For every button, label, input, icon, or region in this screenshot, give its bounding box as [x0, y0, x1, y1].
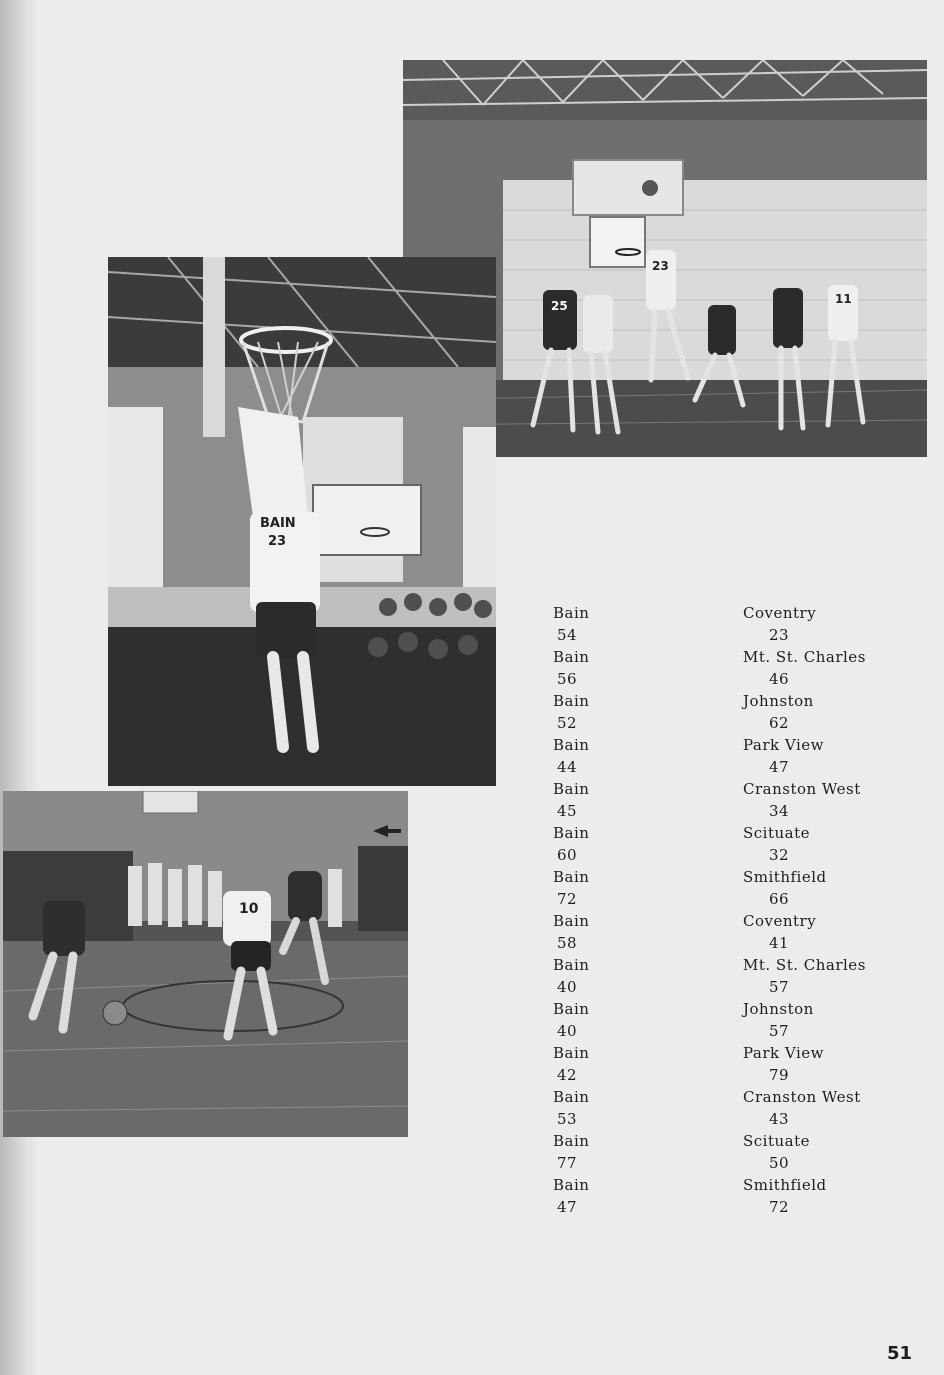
opponent-team: Park View [743, 1044, 824, 1062]
jersey-text: BAIN [260, 516, 296, 531]
opponent-team: Mt. St. Charles [743, 648, 866, 666]
photo-player-at-rim [108, 257, 496, 786]
opponent-score: 62 [769, 714, 790, 732]
home-score: 42 [557, 1066, 578, 1084]
home-team: Bain [553, 912, 590, 930]
game-result-row [520, 603, 920, 647]
game-result-row [520, 911, 920, 955]
opponent-score: 34 [769, 802, 790, 820]
opponent-team: Smithfield [743, 1176, 827, 1194]
opponent-team: Coventry [743, 912, 817, 930]
opponent-team: Scituate [743, 1132, 811, 1150]
home-team: Bain [553, 824, 590, 842]
home-team: Bain [553, 604, 590, 622]
opponent-score: 32 [769, 846, 790, 864]
home-score: 40 [557, 978, 578, 996]
home-team: Bain [553, 1176, 590, 1194]
home-score: 72 [557, 890, 578, 908]
home-score: 44 [557, 758, 578, 776]
photo-dribbling-play [3, 791, 408, 1137]
opponent-score: 66 [769, 890, 790, 908]
home-team: Bain [553, 692, 590, 710]
game-result-row [520, 735, 920, 779]
home-team: Bain [553, 868, 590, 886]
home-team: Bain [553, 1000, 590, 1018]
opponent-score: 57 [769, 978, 790, 996]
jersey-number-10: 10 [239, 901, 259, 917]
home-score: 47 [557, 1198, 578, 1216]
home-score: 40 [557, 1022, 578, 1040]
home-score: 52 [557, 714, 578, 732]
home-score: 58 [557, 934, 578, 952]
opponent-score: 23 [769, 626, 790, 644]
opponent-score: 50 [769, 1154, 790, 1172]
home-score: 45 [557, 802, 578, 820]
game-result-row [520, 1131, 920, 1175]
opponent-team: Johnston [743, 692, 814, 710]
opponent-score: 72 [769, 1198, 790, 1216]
page-number: 51 [886, 1343, 912, 1364]
opponent-score: 46 [769, 670, 790, 688]
jersey-number-23: 23 [652, 259, 669, 273]
game-result-row [520, 955, 920, 999]
game-result-row [520, 1043, 920, 1087]
game-result-row [520, 1087, 920, 1131]
game-result-row [520, 691, 920, 735]
home-team: Bain [553, 736, 590, 754]
game-result-row [520, 999, 920, 1043]
home-score: 56 [557, 670, 578, 688]
home-team: Bain [553, 1132, 590, 1150]
home-team: Bain [553, 780, 590, 798]
opponent-team: Scituate [743, 824, 811, 842]
jersey-number-11: 11 [835, 292, 852, 306]
opponent-team: Cranston West [743, 1088, 861, 1106]
jersey-number-23-rim: 23 [268, 534, 287, 549]
home-team: Bain [553, 1044, 590, 1062]
opponent-score: 79 [769, 1066, 790, 1084]
home-score: 54 [557, 626, 578, 644]
opponent-team: Johnston [743, 1000, 814, 1018]
home-score: 53 [557, 1110, 578, 1128]
home-score: 60 [557, 846, 578, 864]
home-team: Bain [553, 956, 590, 974]
home-team: Bain [553, 648, 590, 666]
home-team: Bain [553, 1088, 590, 1106]
opponent-score: 57 [769, 1022, 790, 1040]
opponent-team: Cranston West [743, 780, 861, 798]
opponent-team: Park View [743, 736, 824, 754]
opponent-score: 47 [769, 758, 790, 776]
game-result-row [520, 647, 920, 691]
opponent-score: 43 [769, 1110, 790, 1128]
game-result-row [520, 779, 920, 823]
game-result-row [520, 823, 920, 867]
game-result-row [520, 1175, 920, 1219]
opponent-team: Smithfield [743, 868, 827, 886]
opponent-score: 41 [769, 934, 790, 952]
opponent-team: Mt. St. Charles [743, 956, 866, 974]
home-score: 77 [557, 1154, 578, 1172]
jersey-number-25: 25 [551, 299, 568, 313]
season-results [520, 603, 920, 1219]
page-binding-shadow [0, 0, 40, 1375]
game-result-row [520, 867, 920, 911]
opponent-team: Coventry [743, 604, 817, 622]
